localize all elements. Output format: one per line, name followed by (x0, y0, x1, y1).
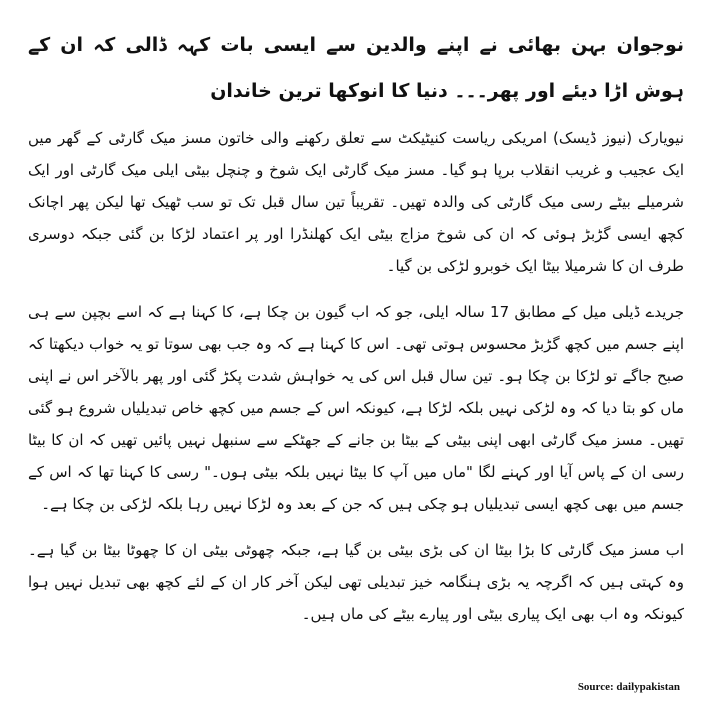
article-headline: نوجوان بہن بھائی نے اپنے والدین سے ایسی بات کہہ ڈالی کہ ان کے ہوش اڑا دیئے اور پھر۔۔۔ دنیا کا انوکھا ترین خاندان (28, 34, 684, 102)
source-credit: Source: dailypakistan (577, 681, 680, 693)
article-paragraph-2: جریدے ڈیلی میل کے مطابق 17 سالہ ایلی، جو کہ اب گیون بن چکا ہے، کا کہنا ہے کہ اسے بچپن سے ہی اپنے جسم میں کچھ گڑبڑ محسوس ہوتی تھی۔ اس کا کہنا ہے کہ وہ جب بھی سوتا تو یہ خواب دیکھتا کہ صبح جاگے تو لڑکا بن چکا ہو۔ تین سال قبل اس کی یہ خواہش شدت پکڑ گئی اور پھر بالآخر اس نے اپنی ماں کو بتا دیا کہ وہ لڑکی نہیں بلکہ لڑکا ہے، کیونکہ اس کے جسم میں کچھ خاص تبدیلیاں شروع ہو گئی تھیں۔ مسز میک گارٹی ابھی اپنی بیٹی کے بیٹا بن جانے کے جھٹکے سے سنبھل نہیں پائیں تھیں کہ ان کا بیٹا رسی ان کے پاس آیا اور کہنے لگا "ماں میں آپ کا بیٹا نہیں بلکہ بیٹی ہوں۔" رسی کا کہنا تھا کہ اس کے جسم میں بھی کچھ ایسی تبدیلیاں ہو چکی ہیں کہ جن کے بعد وہ لڑکا نہیں رہا بلکہ لڑکی بن چکا ہے۔ (28, 303, 684, 513)
article-body (28, 22, 684, 644)
article-paragraph-1: نیویارک (نیوز ڈیسک) امریکی ریاست کنیٹیکٹ سے تعلق رکھنے والی خاتون مسز میک گارٹی کے گھر میں ایک عجیب و غریب انقلاب برپا ہو گیا۔ مسز میک گارٹی ایک شوخ و چنچل بیٹی ایلی میک گارٹی اور ایک شرمیلے بیٹے رسی میک گارٹی کی والدہ تھیں۔ تقریباً تین سال قبل تک تو سب ٹھیک تھا لیکن پھر اچانک کچھ ایسی گڑبڑ ہوئی کہ ان کی شوخ مزاج بیٹی ایک کھلنڈرا اور پر اعتماد لڑکا بن گئی جبکہ دوسری طرف ان کا شرمیلا بیٹا ایک خوبرو لڑکی بن گیا۔ (28, 129, 684, 275)
article-paragraph-3: اب مسز میک گارٹی کا بڑا بیٹا ان کی بڑی بیٹی بن گیا ہے، جبکہ چھوٹی بیٹی ان کا چھوٹا بیٹا بن گیا ہے۔ وہ کہتی ہیں کہ اگرچہ یہ بڑی ہنگامہ خیز تبدیلی تھی لیکن آخر کار ان کے لئے کچھ بھی تبدیل نہیں ہوا کیونکہ وہ اب بھی ایک پیاری بیٹی اور پیارے بیٹے کی ماں ہیں۔ (28, 541, 684, 623)
